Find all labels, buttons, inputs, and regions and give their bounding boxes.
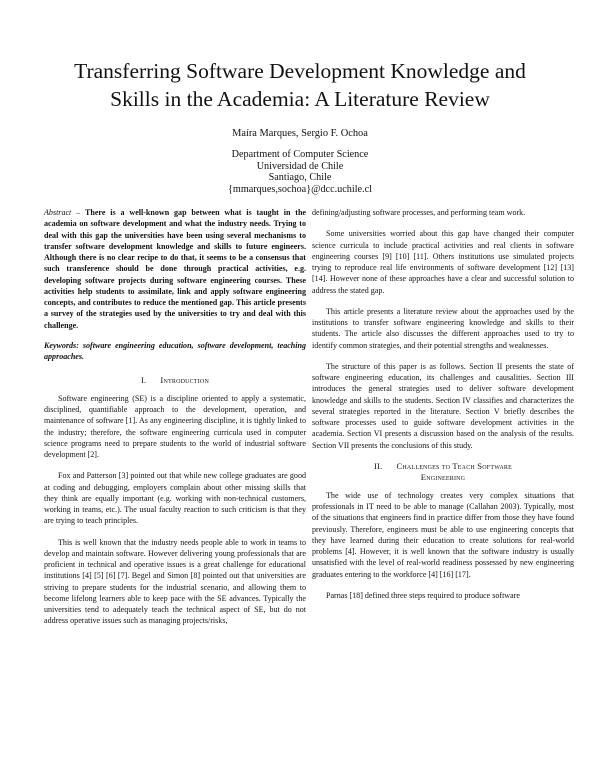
intro-paragraph-6: The structure of this paper is as follows. Section II presents the state of software engineering education, its challenges and causalities. Section III introduces the general strategies used to deliver software development knowledge and skills to the students. Section IV classifies and characterizes the several strategies reported in the literature. Section V briefly describes the software processes used to guide software development activities in the academia. Section VI presents a discussion based on the analysis of the results. Section VII presents the conclusions of this study. <box>312 361 574 450</box>
affiliation-email: {mmarques,sochoa}@dcc.uchile.cl <box>228 183 372 195</box>
keywords-label: Keywords: <box>44 340 79 350</box>
paper-title-line-1: Transferring Software Development Knowledge and <box>74 59 526 83</box>
affiliation <box>150 149 450 195</box>
paper-title-line-2: Skills in the Academia: A Literature Review <box>110 87 490 111</box>
affiliation-city: Santiago, Chile <box>268 172 332 184</box>
section-title-line-1: Challenges to Teach Software <box>396 460 513 471</box>
challenges-paragraph-1: The wide use of technology creates very complex situations that professionals in IT need to be able to manage (Callahan 2003). Typically, most of the situations that engineers find in practice differ from those they have found previously. Therefore, engineers must be able to use engineering concepts that they have learned during their education to create solutions for real-world problems [4]. However, it is well known that the software industry is usually unsatisfied with the level of real-world readiness possessed by new engineering graduates entering to the workforce [4] [16] [17]. <box>312 490 574 579</box>
keywords-text: software engineering education, software development, teaching approaches. <box>44 340 306 361</box>
section-number: I. <box>140 375 147 386</box>
intro-paragraph-1: Software engineering (SE) is a discipline oriented to apply a systematic, disciplined, quantifiable approach to the development, operation, and maintenance of software [1]. As any engineering discipline, it is tightly linked to the industry; therefore, the software engineering curricula used in computer science programs need to prepare students to the world of industrial software development [2]. <box>44 393 306 459</box>
affiliation-university: Universidad de Chile <box>256 160 344 172</box>
abstract-label: Abstract <box>44 208 72 217</box>
intro-paragraph-3: This is well known that the industry needs people able to work in teams to develop and maintain software. However delivering young professionals that are proficient in technical and operative issues is a great challenge for educational institutions [4] [5] [6] [7]. Begel and Simon [8] pointed out that universities are striving to prepare students for the industrial scenario, and allowing them to become lifelong learners able to keep pace with the SE advances. Typically the universities tend to adequately teach the technical aspect of SE, but do not address operative issues such as managing projects/risks, <box>44 537 306 626</box>
abstract <box>44 207 306 331</box>
section-number: II. <box>373 460 383 471</box>
right-column <box>312 207 574 611</box>
section-title: Introduction <box>160 375 209 386</box>
abstract-dash: – <box>71 208 86 217</box>
intro-paragraph-3-continuation: defining/adjusting software processes, and performing team work. <box>312 208 526 217</box>
challenges-paragraph-2: Parnas [18] defined three steps required to produce software <box>326 590 520 600</box>
abstract-text: There is a well-known gap between what is taught in the academia on software development and what the industry needs. Trying to deal with this gap the universities have been using several mechanisms to transfer software development knowledge and skills to future engineers. Although there is no clear recipe to do that, it seems to be a consensus that such transference should be done through practical activities, e.g. developing software projects during software engineering courses. These activities help students to assimilate, link and apply software engineering concepts, and contributes to reduce the mentioned gap. This article presents a survey of the strategies used by the universities to try and deal with this challenge. <box>44 208 306 330</box>
section-title-line-2: Engineering <box>420 472 466 483</box>
section-heading-challenges <box>312 461 574 484</box>
intro-paragraph-4: Some universities worried about this gap have changed their computer science curricula to include practical activities and real clients in software engineering courses [9] [10] [11]. Others institutions use simulated projects trying to reproduce real life environments of software development [12] [13] [14]. However none of these approaches have a clear and successful solution to address the stated gap. <box>312 229 574 295</box>
intro-paragraph-5: This article presents a literature review about the approaches used by the institutions to transfer software engineering knowledge and skills to their students. The article also discusses the different approaches used to try to identify common strategies, and their potential strengths and weaknesses. <box>312 306 574 350</box>
keywords <box>44 340 306 363</box>
affiliation-department: Department of Computer Science <box>231 149 369 160</box>
left-column <box>44 207 306 637</box>
section-heading-introduction <box>44 375 306 387</box>
paper-authors: Maíra Marques, Sergio F. Ochoa <box>232 128 368 139</box>
paper-title <box>30 57 570 113</box>
intro-paragraph-2: Fox and Patterson [3] pointed out that while new college graduates are good at coding and debugging, employers complain about other missing skills that they think are equally important (e.g. working with non-technical customers, working in teams, etc.). The usual faculty reaction to such criticism is that they are trying to teach principles. <box>44 471 306 526</box>
